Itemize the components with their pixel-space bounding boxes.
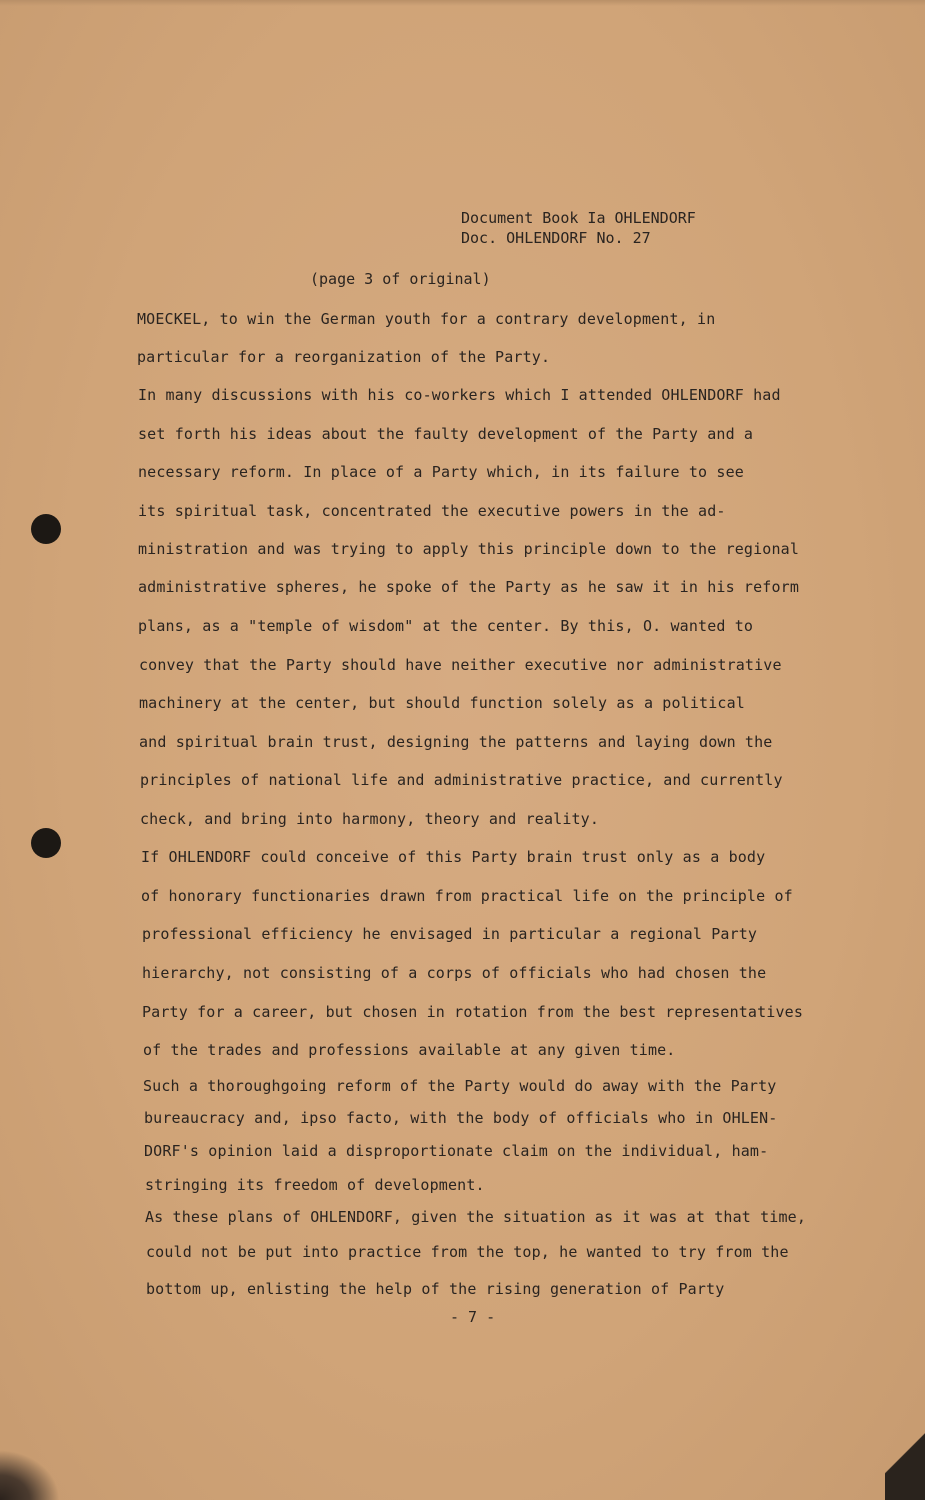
text-line: of honorary functionaries drawn from practical life on the principle of <box>141 887 793 905</box>
text-line: If OHLENDORF could conceive of this Party brain trust only as a body <box>141 848 766 866</box>
text-line: ministration and was trying to apply this principle down to the regional <box>138 540 800 558</box>
text-line: its spiritual task, concentrated the executive powers in the ad- <box>138 502 726 520</box>
text-line: machinery at the center, but should function solely as a political <box>139 694 745 712</box>
text-line: Party for a career, but chosen in rotation from the best representatives <box>142 1003 804 1021</box>
text-line: principles of national life and administrative practice, and currently <box>140 771 783 789</box>
text-line: Such a thoroughgoing reform of the Party would do away with the Party <box>143 1077 777 1095</box>
punch-hole <box>31 514 61 544</box>
text-line: and spiritual brain trust, designing the patterns and laying down the <box>139 733 773 751</box>
text-line: professional efficiency he envisaged in particular a regional Party <box>142 925 758 943</box>
text-line: check, and bring into harmony, theory and reality. <box>140 810 600 828</box>
original-page-reference: (page 3 of original) <box>310 270 491 288</box>
torn-corner-left <box>0 1450 60 1500</box>
text-line: hierarchy, not consisting of a corps of officials who had chosen the <box>142 964 767 982</box>
page-top-edge <box>0 0 925 6</box>
text-line: As these plans of OHLENDORF, given the situation as it was at that time, <box>145 1208 807 1226</box>
text-line: bureaucracy and, ipso facto, with the body of officials who in OHLEN- <box>144 1109 778 1127</box>
punch-hole <box>31 828 61 858</box>
text-line: convey that the Party should have neither executive nor administrative <box>139 656 782 674</box>
header-book-line: Document Book Ia OHLENDORF <box>461 209 696 227</box>
header-doc-number: Doc. OHLENDORF No. 27 <box>461 229 651 247</box>
text-line: could not be put into practice from the top, he wanted to try from the <box>146 1243 789 1261</box>
torn-corner-right <box>885 1390 925 1500</box>
text-line: particular for a reorganization of the Party. <box>137 348 551 366</box>
text-line: administrative spheres, he spoke of the Party as he saw it in his reform <box>138 578 800 596</box>
text-line: DORF's opinion laid a disproportionate claim on the individual, ham- <box>144 1142 769 1160</box>
text-line: plans, as a "temple of wisdom" at the center. By this, O. wanted to <box>138 617 754 635</box>
text-line: stringing its freedom of development. <box>145 1176 485 1194</box>
text-line: of the trades and professions available at any given time. <box>143 1041 676 1059</box>
text-line: set forth his ideas about the faulty development of the Party and a <box>138 425 754 443</box>
page-number: - 7 - <box>450 1308 496 1326</box>
document-header <box>461 208 696 248</box>
text-line: MOECKEL, to win the German youth for a contrary development, in <box>137 310 716 328</box>
text-line: bottom up, enlisting the help of the rising generation of Party <box>146 1280 725 1298</box>
text-line: In many discussions with his co-workers which I attended OHLENDORF had <box>138 386 781 404</box>
text-line: necessary reform. In place of a Party which, in its failure to see <box>138 463 744 481</box>
